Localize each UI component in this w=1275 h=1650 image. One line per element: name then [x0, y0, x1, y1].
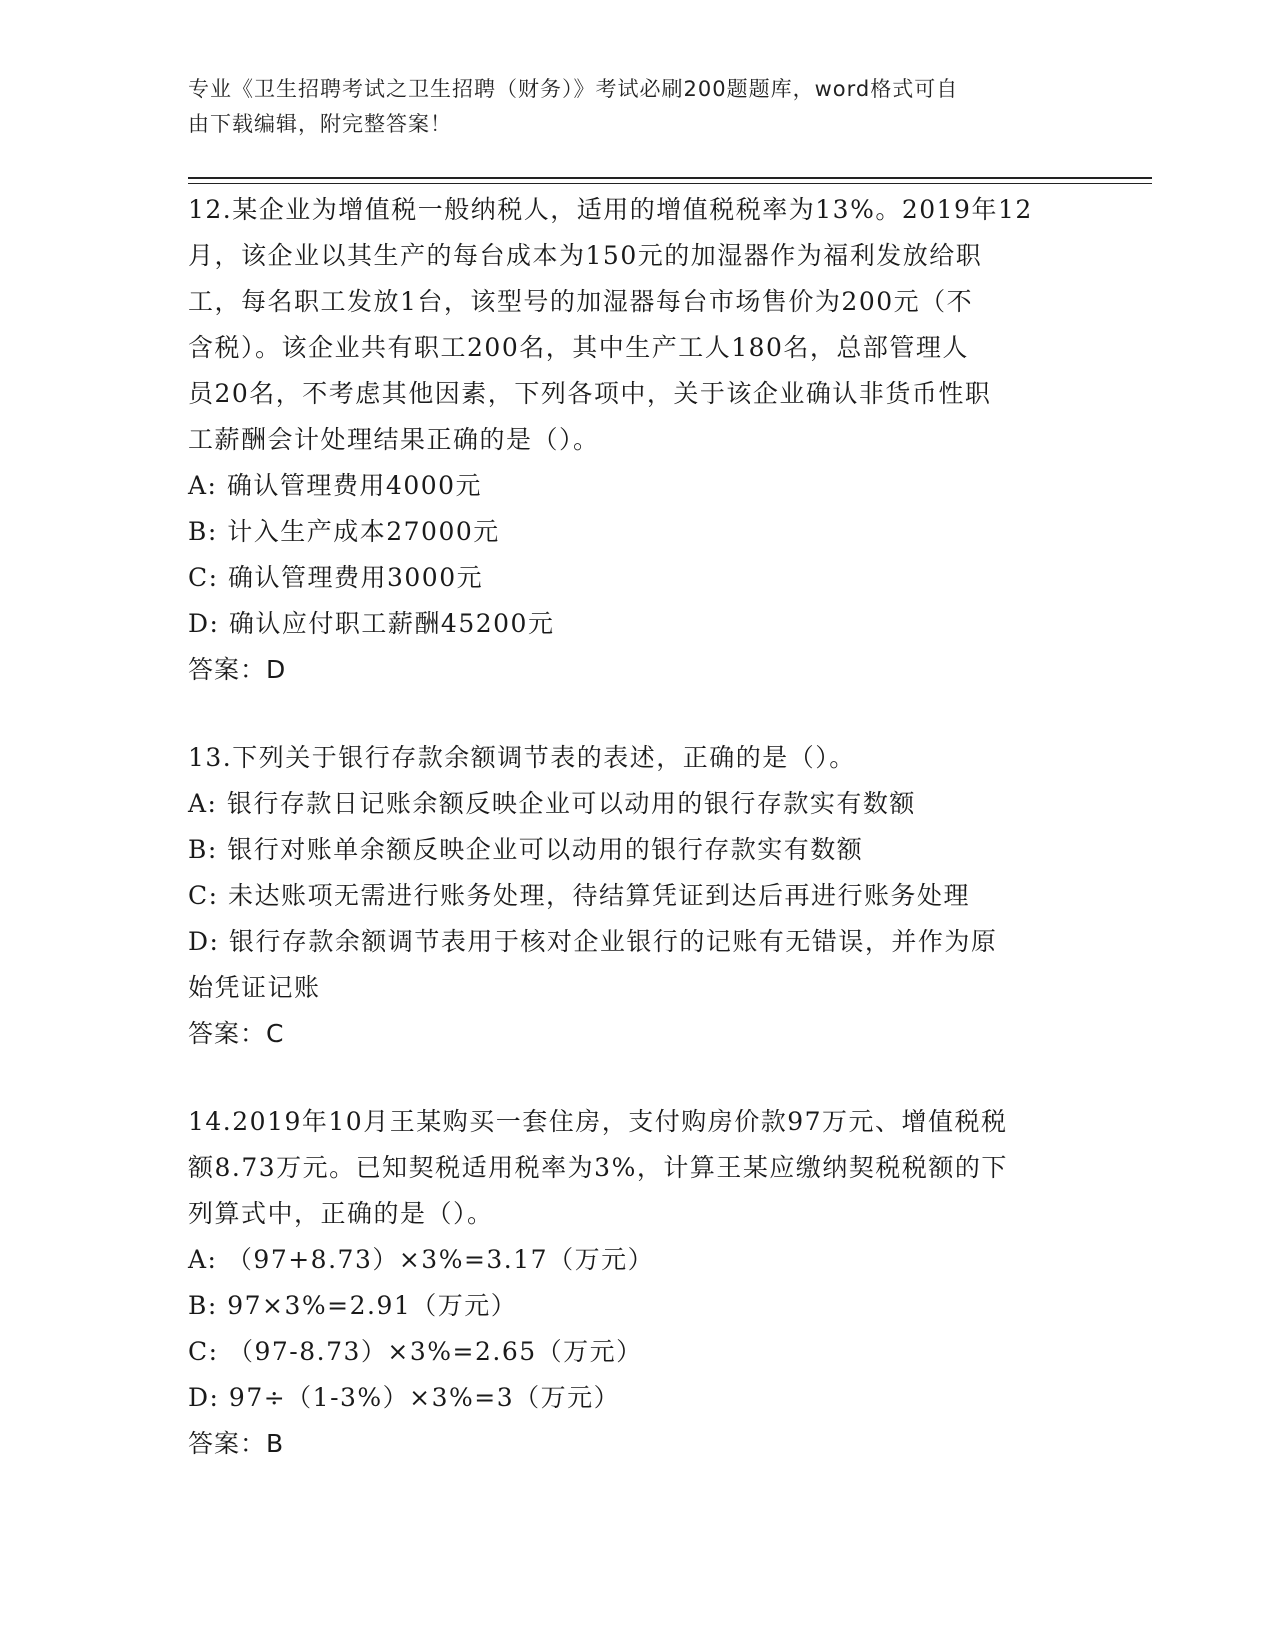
option-c: C: 确认管理费用3000元 [188, 563, 484, 592]
option-c: C: 未达账项无需进行账务处理，待结算凭证到达后再进行账务处理 [188, 881, 971, 910]
stem-line: 额8.73万元。已知契税适用税率为3%，计算王某应缴纳契税税额的下 [188, 1153, 1008, 1182]
option-d-continued: 始凭证记账 [188, 973, 321, 1002]
option-b: B: 银行对账单余额反映企业可以动用的银行存款实有数额 [188, 835, 864, 864]
header-divider-thin [188, 183, 1152, 184]
question-14 [188, 1099, 1088, 1467]
option-a: A: 银行存款日记账余额反映企业可以动用的银行存款实有数额 [188, 789, 916, 818]
header-divider-thick [188, 177, 1152, 179]
answer-line: 答案：D [188, 655, 287, 684]
document-header [188, 72, 1068, 142]
stem-line: 员20名，不考虑其他因素，下列各项中，关于该企业确认非货币性职 [188, 379, 992, 408]
question-12 [188, 187, 1088, 693]
stem-line: 13.下列关于银行存款余额调节表的表述，正确的是（）。 [188, 743, 856, 772]
answer-line: 答案：B [188, 1429, 285, 1458]
stem-line: 工薪酬会计处理结果正确的是（）。 [188, 425, 600, 454]
question-13 [188, 735, 1088, 1057]
header-line-2: 由下载编辑，附完整答案！ [188, 112, 452, 136]
stem-line: 工，每名职工发放1台，该型号的加湿器每台市场售价为200元（不 [188, 287, 974, 316]
question-stem [188, 735, 1088, 781]
question-stem [188, 1099, 1088, 1237]
option-d: D: 确认应付职工薪酬45200元 [188, 609, 555, 638]
option-a: A: 确认管理费用4000元 [188, 471, 483, 500]
option-b: B: 97×3%=2.91（万元） [188, 1291, 518, 1320]
question-list [188, 187, 1088, 1509]
stem-line: 列算式中，正确的是（）。 [188, 1199, 494, 1228]
stem-line: 含税）。该企业共有职工200名，其中生产工人180名，总部管理人 [188, 333, 969, 362]
option-d: D: 97÷（1-3%）×3%=3（万元） [188, 1383, 621, 1412]
question-stem [188, 187, 1088, 463]
option-d: D: 银行存款余额调节表用于核对企业银行的记账有无错误，并作为原 [188, 927, 998, 956]
stem-line: 月，该企业以其生产的每台成本为150元的加湿器作为福利发放给职 [188, 241, 983, 270]
stem-line: 12.某企业为增值税一般纳税人，适用的增值税税率为13%。2019年12 [188, 195, 1033, 224]
option-c: C: （97-8.73）×3%=2.65（万元） [188, 1337, 643, 1366]
option-b: B: 计入生产成本27000元 [188, 517, 500, 546]
answer-line: 答案：C [188, 1019, 285, 1048]
option-a: A: （97+8.73）×3%=3.17（万元） [188, 1245, 655, 1274]
header-line-1: 专业《卫生招聘考试之卫生招聘（财务）》考试必刷200题题库，word格式可自 [188, 77, 959, 101]
stem-line: 14.2019年10月王某购买一套住房，支付购房价款97万元、增值税税 [188, 1107, 1008, 1136]
